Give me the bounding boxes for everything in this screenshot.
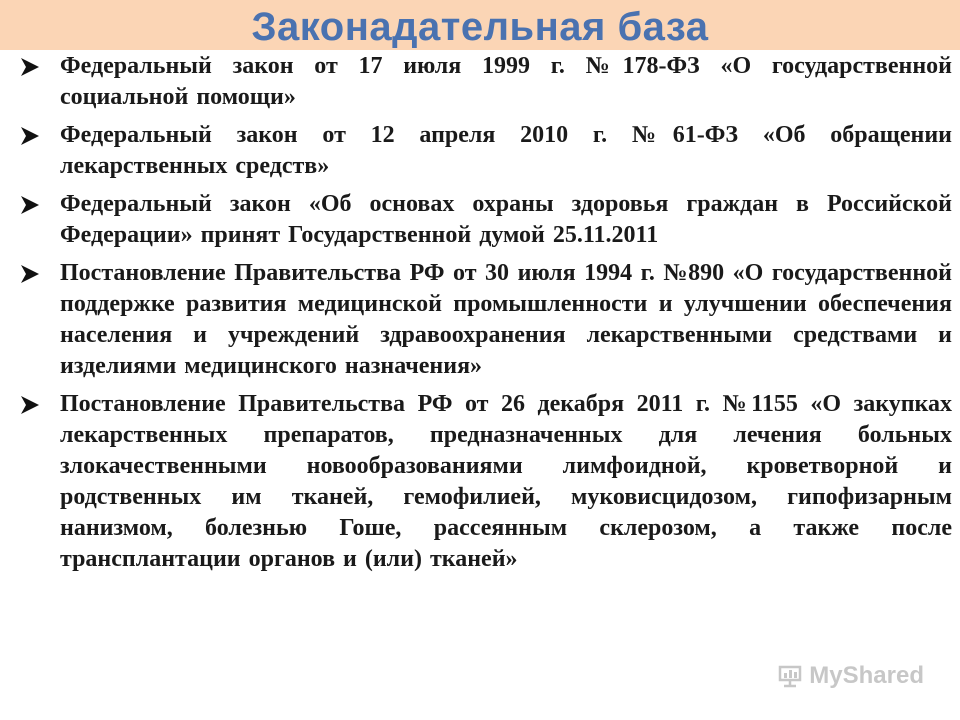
arrow-bullet-icon bbox=[20, 264, 40, 284]
list-item bbox=[16, 189, 952, 251]
slide-title: Законадательная база bbox=[251, 5, 709, 49]
list-item bbox=[16, 258, 952, 382]
list-item-text: Постановление Правительства РФ от 30 июля 1994 г. №890 «О государственной поддержке развития медицинской промышленности и улучшении обеспечения населения и учреждений здравоохранения лекарственными средствами и изделиями медицинского назначения» bbox=[60, 260, 952, 379]
list-item bbox=[16, 120, 952, 182]
list-item-text: Федеральный закон «Об основах охраны здоровья граждан в Российской Федерации» принят Государственной думой 25.11.2011 bbox=[60, 191, 952, 248]
list-item-text: Постановление Правительства РФ от 26 декабря 2011 г. №1155 «О закупках лекарственных препаратов, предназначенных для лечения больных злокачественными новообразованиями лимфоидной, кроветворной и родственных им тканей, гемофилией, муковисцидозом, гипофизарным нанизмом, болезнью Гоше, рассеянным склерозом, а также после трансплантации органов и (или) тканей» bbox=[60, 391, 952, 572]
watermark-text: MyShared bbox=[809, 662, 924, 689]
arrow-bullet-icon bbox=[20, 395, 40, 415]
watermark bbox=[777, 662, 924, 690]
list-item bbox=[16, 389, 952, 575]
presentation-icon bbox=[777, 663, 803, 689]
list-item-text: Федеральный закон от 12 апреля 2010 г. №61-ФЗ «Об обращении лекарственных средств» bbox=[60, 122, 952, 179]
arrow-bullet-icon bbox=[20, 57, 40, 77]
legal-basis-list bbox=[16, 51, 952, 582]
list-item-text: Федеральный закон от 17 июля 1999 г. №178-ФЗ «О государственной социальной помощи» bbox=[60, 53, 952, 110]
list-item bbox=[16, 51, 952, 113]
arrow-bullet-icon bbox=[20, 195, 40, 215]
arrow-bullet-icon bbox=[20, 126, 40, 146]
